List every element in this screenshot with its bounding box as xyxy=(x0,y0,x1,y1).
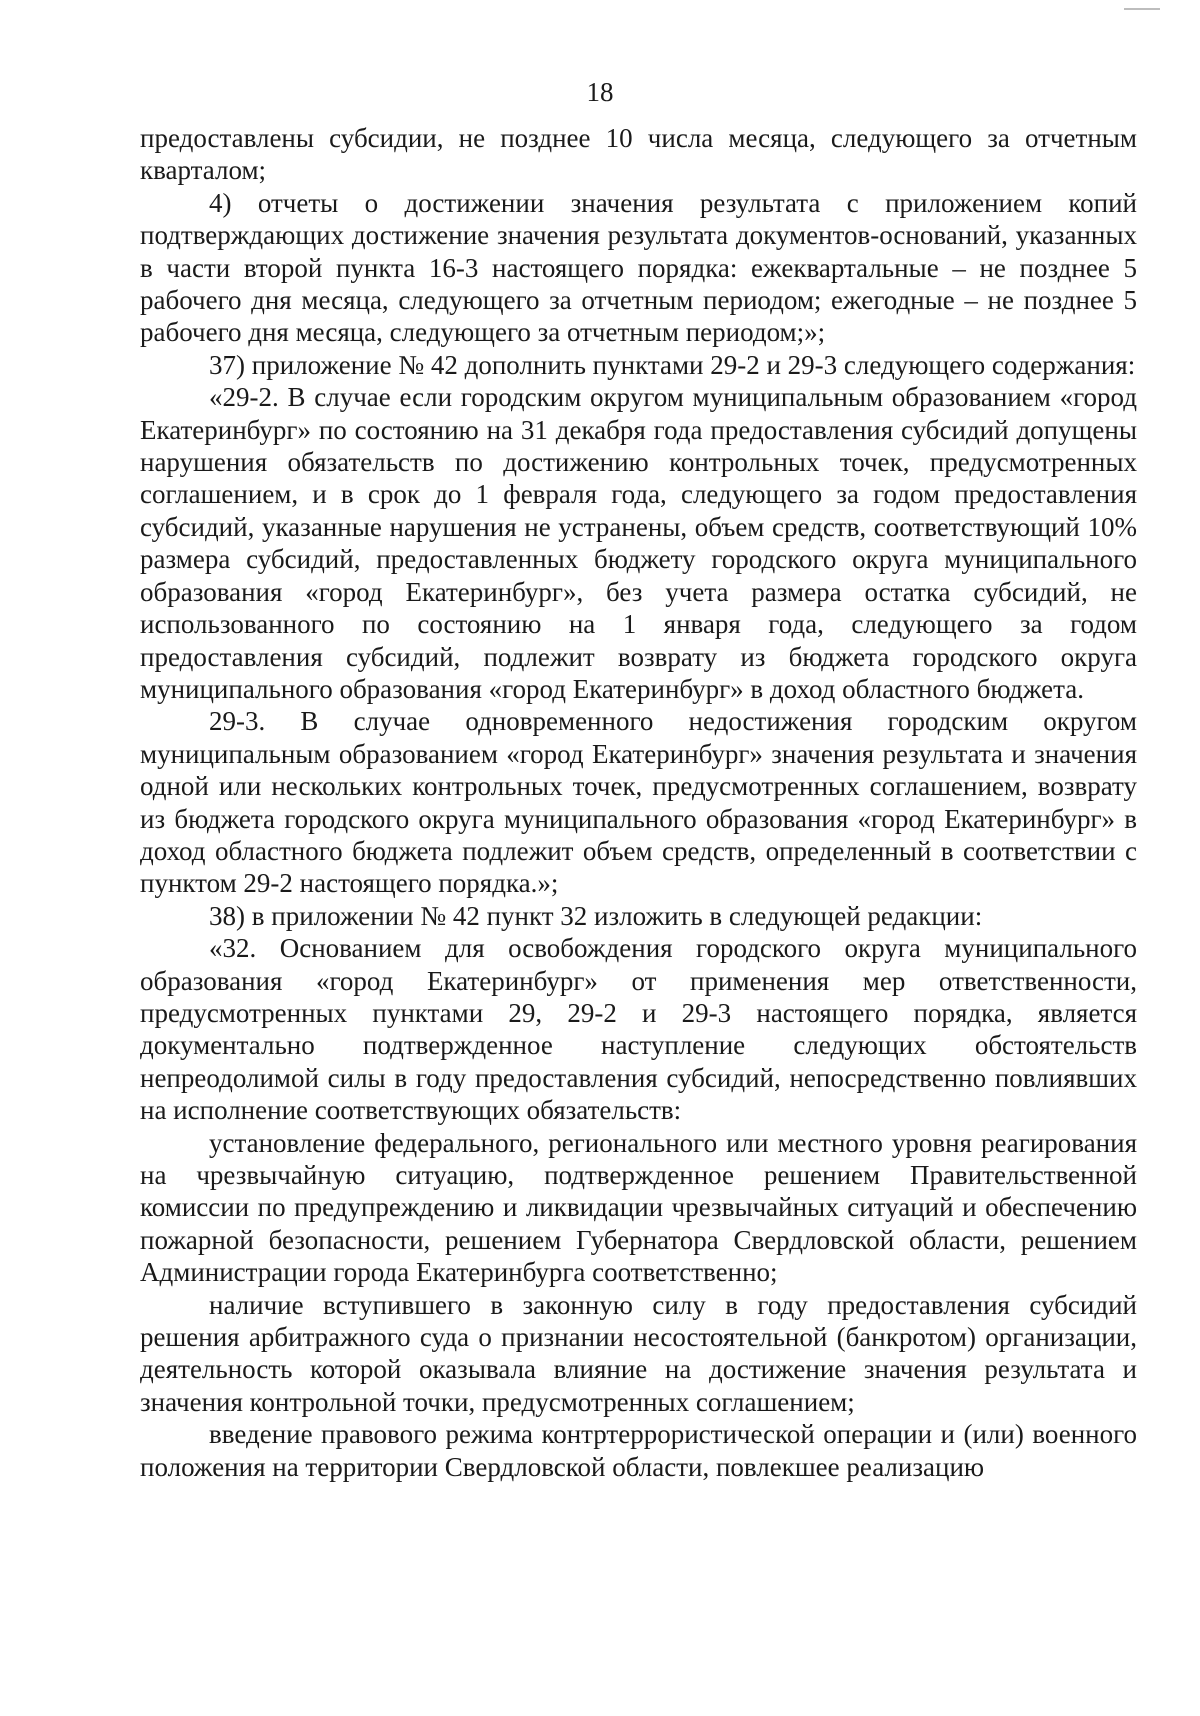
paragraph-emergency-response: установление федерального, регионального или местного уровня реагирования на чрезвычайную ситуацию, подтвержденное решением Правительственной комиссии по предупреждению и ликвидации чрезвычайных ситуаций и обеспечению пожарной безопасности, решением Губернатора Свердловской области, решением Администрации города Екатеринбурга соответственно; xyxy=(140,1127,1137,1288)
page-number: 18 xyxy=(586,77,614,107)
document-body xyxy=(140,122,1137,1483)
paragraph-item-4-reports: 4) отчеты о достижении значения результата с приложением копий подтверждающих достижение значения результата документов-оснований, указанных в части второй пункта 16-3 настоящего порядка: ежеквартальные – не позднее 5 рабочего дня месяца, следующего за отчетным периодом; ежегодные – не позднее 5 рабочего дня месяца, следующего за отчетным периодом;»; xyxy=(140,187,1137,348)
paragraph-counter-terrorism-regime: введение правового режима контртеррористической операции и (или) военного положения на территории Свердловской области, повлекшее реализацию xyxy=(140,1419,1137,1482)
paragraph-item-38: 38) в приложении № 42 пункт 32 изложить в следующей редакции: xyxy=(209,900,983,931)
scan-edge-mark xyxy=(1124,8,1160,10)
paragraph-continuation: предоставлены субсидии, не позднее 10 числа месяца, следующего за отчетным кварталом; xyxy=(140,123,1137,186)
paragraph-clause-29-2: «29-2. В случае если городским округом муниципальным образованием «город Екатеринбург» по состоянию на 31 декабря года предоставления субсидий допущены нарушения обязательств по достижению контрольных точек, предусмотренных соглашением, и в срок до 1 февраля года, следующего за годом предоставления субсидий, указанные нарушения не устранены, объем средств, соответствующий 10% размера субсидий, предоставленных бюджету городского округа муниципального образования «город Екатеринбург», без учета размера остатка субсидий, не использованного по состоянию на 1 января года, следующего за годом предоставления субсидий, подлежит возврату из бюджета городского округа муниципального образования «город Екатеринбург» в доход областного бюджета. xyxy=(140,382,1137,704)
paragraph-clause-32: «32. Основанием для освобождения городского округа муниципального образования «город Екатеринбург» от применения мер ответственности, предусмотренных пунктами 29, 29-2 и 29-3 настоящего порядка, является документально подтвержденное наступление следующих обстоятельств непреодолимой силы в году предоставления субсидий, непосредственно повлиявших на исполнение соответствующих обязательств: xyxy=(140,933,1137,1126)
paragraph-item-37: 37) приложение № 42 дополнить пунктами 29-2 и 29-3 следующего содержания: xyxy=(209,349,1136,380)
paragraph-clause-29-3: 29-3. В случае одновременного недостижения городским округом муниципальным образованием «город Екатеринбург» значения результата и значения одной или нескольких контрольных точек, предусмотренных соглашением, возврату из бюджета городского округа муниципального образования «город Екатеринбург» в доход областного бюджета подлежит объем средств, определенный в соответствии с пунктом 29-2 настоящего порядка.»; xyxy=(140,706,1137,899)
paragraph-bankruptcy-decision: наличие вступившего в законную силу в году предоставления субсидий решения арбитражного суда о признании несостоятельной (банкротом) организации, деятельность которой оказывала влияние на достижение значения результата и значения контрольной точки, предусмотренных соглашением; xyxy=(140,1289,1137,1417)
